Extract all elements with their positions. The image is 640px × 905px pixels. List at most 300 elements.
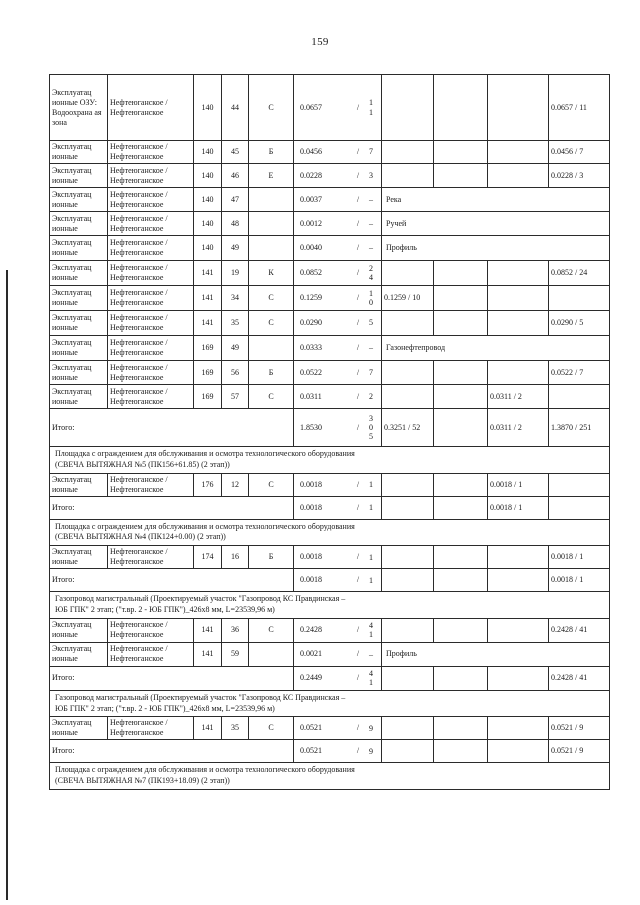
district-cell: Нефтеюганское / Нефтеюганское [108, 385, 194, 409]
area-fraction-cell [294, 361, 382, 385]
land-category-cell: Эксплуатац ионные [50, 717, 108, 740]
plot-number-cell: 44 [222, 75, 249, 141]
area-summary-cell [434, 385, 488, 409]
plot-number-cell: 57 [222, 385, 249, 409]
table-row [50, 164, 610, 188]
block-number-cell: 140 [194, 212, 222, 236]
land-type-cell: К [249, 261, 294, 286]
table-row [50, 546, 610, 569]
area-value: 0.0657 [300, 102, 322, 112]
section-title-line: (СВЕЧА ВЫТЯЖНАЯ №4 (ПК124+0.00) (2 этап)) [55, 532, 226, 542]
count-stack: 5 [369, 318, 373, 328]
fraction-slash: / [356, 746, 360, 756]
area-value: 1.8530 [300, 422, 322, 432]
land-category-cell: Эксплуатац ионные [50, 261, 108, 286]
area-value: 0.0456 [300, 147, 322, 156]
plot-number-cell: 46 [222, 164, 249, 188]
count-stack: – [369, 194, 373, 204]
land-type-cell [249, 236, 294, 261]
land-allotment-table [49, 74, 610, 790]
area-summary-cell [434, 164, 488, 188]
total-value-cell [434, 409, 488, 447]
area-summary-cell [382, 546, 434, 569]
district-cell: Нефтеюганское / Нефтеюганское [108, 286, 194, 311]
district-cell: Нефтеюганское / Нефтеюганское [108, 311, 194, 336]
count-digit: 5 [369, 432, 373, 442]
area-fraction-cell [294, 666, 382, 690]
block-number-cell: 141 [194, 286, 222, 311]
table-row [50, 385, 610, 409]
table-body [50, 75, 610, 790]
total-value-cell: 1.3870 / 251 [549, 409, 610, 447]
section-title-cell [50, 763, 610, 790]
area-summary-cell [488, 164, 549, 188]
count-stack [367, 414, 375, 442]
district-cell: Нефтеюганское / Нефтеюганское [108, 141, 194, 164]
land-type-cell [249, 212, 294, 236]
block-number-cell: 141 [194, 618, 222, 642]
section-header-row [50, 690, 610, 717]
fraction-slash: / [356, 268, 360, 277]
total-value-cell: 0.0521 / 9 [549, 740, 610, 763]
count-stack: – [369, 343, 373, 353]
land-type-cell: Б [249, 141, 294, 164]
total-row [50, 569, 610, 592]
table-row [50, 141, 610, 164]
district-cell: Нефтеюганское / Нефтеюганское [108, 717, 194, 740]
area-fraction-cell [294, 409, 382, 447]
block-number-cell: 140 [194, 164, 222, 188]
land-type-cell: Е [249, 164, 294, 188]
area-summary-cell [488, 618, 549, 642]
section-title-line: Площадка с ограждением для обслуживания и осмотра технологического оборудования [55, 449, 355, 458]
section-title-cell [50, 690, 610, 717]
fraction-box [300, 621, 375, 639]
fraction-slash: / [356, 575, 360, 585]
total-value-cell [488, 740, 549, 763]
count-stack: 7 [369, 367, 373, 377]
plot-number-cell: 34 [222, 286, 249, 311]
total-value-cell [434, 740, 488, 763]
area-summary-cell [488, 261, 549, 286]
fraction-slash: / [356, 502, 360, 512]
section-title-line: Газопровод магистральный (Проектируемый участок "Газопровод КС Правдинская – [55, 692, 346, 702]
land-type-cell: Б [249, 361, 294, 385]
fraction-box [300, 746, 375, 756]
count-digit: 1 [369, 678, 373, 688]
district-cell: Нефтеюганское / Нефтеюганское [108, 212, 194, 236]
area-summary-cell [382, 618, 434, 642]
area-fraction-cell [294, 336, 382, 361]
count-stack [367, 669, 375, 687]
fraction-slash: / [356, 723, 360, 733]
land-category-cell: Эксплуатац ионные ОЗУ: Водоохрана ая зона [50, 75, 108, 141]
total-label-cell: Итого: [50, 409, 294, 447]
district-cell: Нефтеюганское / Нефтеюганское [108, 642, 194, 666]
total-value-cell: 0.3251 / 52 [382, 409, 434, 447]
fraction-box [300, 368, 375, 378]
area-value: 0.0311 [300, 391, 322, 401]
fraction-slash: / [356, 243, 360, 252]
count-stack [367, 264, 375, 282]
district-cell: Нефтеюганское / Нефтеюганское [108, 336, 194, 361]
total-label-cell: Итого: [50, 496, 294, 519]
fraction-slash: / [356, 552, 360, 562]
area-summary-cell [382, 385, 434, 409]
land-category-cell: Эксплуатац ионные [50, 361, 108, 385]
fraction-box [300, 343, 375, 353]
count-stack: 3 [369, 170, 373, 180]
count-digit: 0 [369, 422, 373, 432]
area-summary-cell [488, 286, 549, 311]
section-header-row [50, 763, 610, 790]
count-stack: – [369, 649, 373, 659]
area-summary-cell [434, 261, 488, 286]
area-value: 0.0040 [300, 243, 322, 252]
fraction-slash: / [356, 218, 360, 228]
section-header-row [50, 592, 610, 619]
count-stack [367, 621, 375, 639]
area-value: 0.0018 [300, 479, 322, 489]
block-number-cell: 141 [194, 261, 222, 286]
fraction-slash: / [356, 479, 360, 489]
area-value: 0.0333 [300, 343, 322, 352]
area-fraction-cell [294, 261, 382, 286]
total-row [50, 496, 610, 519]
area-summary-cell [382, 261, 434, 286]
total-value-cell [488, 666, 549, 690]
total-value-cell [488, 569, 549, 592]
land-type-cell: С [249, 618, 294, 642]
fraction-box [300, 480, 375, 490]
area-value: 0.0521 [300, 746, 322, 756]
area-value: 0.0290 [300, 318, 322, 327]
section-header-row [50, 447, 610, 474]
total-value-cell [434, 496, 488, 519]
count-digit: 2 [369, 263, 373, 273]
section-title-cell [50, 519, 610, 546]
object-name-cell: Газонефтепровод [382, 336, 610, 361]
block-number-cell: 140 [194, 75, 222, 141]
area-summary-cell [382, 361, 434, 385]
count-digit: 0 [369, 298, 373, 307]
plot-number-cell: 59 [222, 642, 249, 666]
total-label-cell: Итого: [50, 740, 294, 763]
section-title-line: Площадка с ограждением для обслуживания и осмотра технологического оборудования [55, 521, 355, 531]
fraction-slash: / [356, 293, 360, 302]
section-title-line: Газопровод магистральный (Проектируемый участок "Газопровод КС Правдинская – [55, 594, 346, 604]
area-summary-cell [488, 141, 549, 164]
area-value: 0.0521 [300, 723, 322, 733]
total-value-cell: 0.0018 / 1 [549, 569, 610, 592]
land-category-cell: Эксплуатац ионные [50, 311, 108, 336]
fraction-box [300, 219, 375, 229]
fraction-slash: / [356, 147, 360, 156]
total-value-cell [382, 666, 434, 690]
table-row [50, 618, 610, 642]
object-name-cell: Профиль [382, 236, 610, 261]
plot-number-cell: 49 [222, 336, 249, 361]
area-summary-cell: 0.1259 / 10 [382, 286, 434, 311]
object-name-cell: Профиль [382, 642, 610, 666]
district-cell: Нефтеюганское / Нефтеюганское [108, 361, 194, 385]
total-value-cell: 0.0311 / 2 [488, 409, 549, 447]
fraction-box [300, 552, 375, 562]
area-summary-cell: 0.2428 / 41 [549, 618, 610, 642]
count-stack: 9 [369, 746, 373, 756]
land-type-cell: С [249, 311, 294, 336]
count-stack: 1 [369, 480, 373, 489]
fraction-slash: / [356, 673, 360, 683]
count-digit: 4 [369, 273, 373, 282]
fraction-box [300, 147, 375, 157]
fraction-slash: / [356, 625, 360, 635]
fraction-box [300, 649, 375, 659]
plot-number-cell: 45 [222, 141, 249, 164]
fraction-slash: / [356, 102, 360, 112]
block-number-cell: 176 [194, 473, 222, 496]
total-value-cell: 0.2428 / 41 [549, 666, 610, 690]
land-type-cell: С [249, 75, 294, 141]
fraction-box [300, 243, 375, 253]
area-summary-cell: 0.0018 / 1 [549, 546, 610, 569]
area-summary-cell [434, 473, 488, 496]
area-value: 0.0018 [300, 552, 322, 562]
section-title-line: ЮБ ГПК" 2 этап; ("т.вр. 2 - ЮБ ГПК")_426х8 мм, L=23539,96 м) [55, 703, 275, 713]
area-fraction-cell [294, 75, 382, 141]
area-value: 0.1259 [300, 293, 322, 302]
area-fraction-cell [294, 546, 382, 569]
count-digit: 1 [369, 107, 373, 117]
fraction-box [300, 503, 375, 513]
land-category-cell: Эксплуатац ионные [50, 236, 108, 261]
plot-number-cell: 16 [222, 546, 249, 569]
area-fraction-cell [294, 496, 382, 519]
area-summary-cell [382, 75, 434, 141]
area-summary-cell [488, 311, 549, 336]
fraction-box [300, 575, 375, 585]
table-row [50, 642, 610, 666]
object-name-cell: Река [382, 188, 610, 212]
area-fraction-cell [294, 385, 382, 409]
area-summary-cell [488, 75, 549, 141]
area-value: 0.0018 [300, 575, 322, 585]
table-row [50, 311, 610, 336]
fraction-slash: / [356, 367, 360, 377]
block-number-cell: 141 [194, 311, 222, 336]
area-value: 0.0228 [300, 170, 322, 180]
area-summary-cell [382, 473, 434, 496]
total-value-cell [549, 496, 610, 519]
area-summary-cell: 0.0852 / 24 [549, 261, 610, 286]
count-stack: 1 [369, 503, 373, 512]
section-header-row [50, 519, 610, 546]
plot-number-cell: 47 [222, 188, 249, 212]
count-stack: – [369, 243, 373, 253]
table-row [50, 336, 610, 361]
land-type-cell [249, 336, 294, 361]
table-row [50, 261, 610, 286]
fraction-box [300, 98, 375, 116]
land-type-cell: Б [249, 546, 294, 569]
area-summary-cell [488, 546, 549, 569]
area-fraction-cell [294, 740, 382, 763]
page-number: 159 [311, 36, 329, 48]
area-summary-cell: 0.0228 / 3 [549, 164, 610, 188]
area-summary-cell: 0.0522 / 7 [549, 361, 610, 385]
count-digit: 3 [369, 413, 373, 423]
area-summary-cell [549, 385, 610, 409]
table-row [50, 286, 610, 311]
area-summary-cell [434, 141, 488, 164]
area-fraction-cell [294, 642, 382, 666]
area-summary-cell: 0.0521 / 9 [549, 717, 610, 740]
land-category-cell: Эксплуатац ионные [50, 473, 108, 496]
area-summary-cell: 0.0311 / 2 [488, 385, 549, 409]
total-value-cell [382, 740, 434, 763]
land-type-cell: С [249, 385, 294, 409]
area-summary-cell [488, 361, 549, 385]
block-number-cell: 169 [194, 336, 222, 361]
fraction-box [300, 289, 375, 307]
block-number-cell: 174 [194, 546, 222, 569]
section-title-cell [50, 447, 610, 474]
area-value: 0.0522 [300, 367, 322, 377]
fraction-slash: / [356, 170, 360, 180]
area-summary-cell: 0.0290 / 5 [549, 311, 610, 336]
fraction-slash: / [356, 194, 360, 204]
district-cell: Нефтеюганское / Нефтеюганское [108, 164, 194, 188]
table-row [50, 361, 610, 385]
area-summary-cell [382, 164, 434, 188]
count-digit: 1 [369, 630, 373, 640]
count-stack: 1 [369, 575, 373, 585]
fraction-box [300, 392, 375, 402]
land-category-cell: Эксплуатац ионные [50, 618, 108, 642]
area-fraction-cell [294, 618, 382, 642]
block-number-cell: 141 [194, 642, 222, 666]
count-digit: 4 [369, 621, 373, 631]
fraction-slash: / [356, 649, 360, 659]
area-summary-cell [382, 141, 434, 164]
section-title-line: Площадка с ограждением для обслуживания и осмотра технологического оборудования [55, 765, 355, 775]
area-value: 0.0018 [300, 502, 322, 512]
fraction-box [300, 669, 375, 687]
area-fraction-cell [294, 236, 382, 261]
area-value: 0.0852 [300, 268, 322, 277]
block-number-cell: 140 [194, 236, 222, 261]
section-title-line: (СВЕЧА ВЫТЯЖНАЯ №7 (ПК193+18.09) (2 этап)) [55, 776, 230, 786]
area-summary-cell: 0.0456 / 7 [549, 141, 610, 164]
plot-number-cell: 35 [222, 311, 249, 336]
area-value: 0.0037 [300, 194, 322, 204]
section-title-line: ЮБ ГПК" 2 этап; ("т.вр. 2 - ЮБ ГПК")_426х8 мм, L=23539,96 м) [55, 604, 275, 614]
plot-number-cell: 36 [222, 618, 249, 642]
count-digit: 1 [369, 98, 373, 108]
area-fraction-cell [294, 717, 382, 740]
fraction-box [300, 171, 375, 181]
count-digit: 4 [369, 669, 373, 679]
district-cell: Нефтеюганское / Нефтеюганское [108, 75, 194, 141]
section-title-cell [50, 592, 610, 619]
area-summary-cell [382, 717, 434, 740]
count-stack: – [369, 218, 373, 228]
land-category-cell: Эксплуатац ионные [50, 212, 108, 236]
land-type-cell [249, 642, 294, 666]
total-value-cell [434, 569, 488, 592]
area-summary-cell [434, 311, 488, 336]
district-cell: Нефтеюганское / Нефтеюганское [108, 261, 194, 286]
land-category-cell: Эксплуатац ионные [50, 164, 108, 188]
plot-number-cell: 35 [222, 717, 249, 740]
total-row [50, 409, 610, 447]
count-digit: 1 [369, 288, 373, 298]
area-summary-cell [549, 286, 610, 311]
area-summary-cell [434, 546, 488, 569]
area-fraction-cell [294, 311, 382, 336]
total-value-cell [382, 496, 434, 519]
total-label-cell: Итого: [50, 666, 294, 690]
fraction-slash: / [356, 318, 360, 327]
area-fraction-cell [294, 286, 382, 311]
total-value-cell [382, 569, 434, 592]
area-fraction-cell [294, 473, 382, 496]
table-row [50, 717, 610, 740]
fraction-slash: / [356, 422, 360, 432]
area-summary-cell [434, 717, 488, 740]
area-fraction-cell [294, 212, 382, 236]
land-type-cell: С [249, 286, 294, 311]
plot-number-cell: 48 [222, 212, 249, 236]
area-value: 0.2449 [300, 673, 322, 683]
block-number-cell: 140 [194, 188, 222, 212]
plot-number-cell: 56 [222, 361, 249, 385]
block-number-cell: 169 [194, 385, 222, 409]
block-number-cell: 140 [194, 141, 222, 164]
district-cell: Нефтеюганское / Нефтеюганское [108, 236, 194, 261]
area-fraction-cell [294, 569, 382, 592]
plot-number-cell: 12 [222, 473, 249, 496]
area-value: 0.2428 [300, 625, 322, 635]
area-summary-cell [549, 473, 610, 496]
land-category-cell: Эксплуатац ионные [50, 188, 108, 212]
fraction-slash: / [356, 343, 360, 352]
area-value: 0.0012 [300, 218, 322, 228]
district-cell: Нефтеюганское / Нефтеюганское [108, 473, 194, 496]
fraction-box [300, 414, 375, 442]
fraction-box [300, 723, 375, 733]
area-summary-cell [434, 361, 488, 385]
area-summary-cell [382, 311, 434, 336]
total-label-cell: Итого: [50, 569, 294, 592]
land-category-cell: Эксплуатац ионные [50, 286, 108, 311]
total-row [50, 666, 610, 690]
count-stack: 2 [369, 391, 373, 401]
district-cell: Нефтеюганское / Нефтеюганское [108, 188, 194, 212]
plot-number-cell: 19 [222, 261, 249, 286]
table-row [50, 75, 610, 141]
land-category-cell: Эксплуатац ионные [50, 141, 108, 164]
object-name-cell: Ручей [382, 212, 610, 236]
land-category-cell: Эксплуатац ионные [50, 385, 108, 409]
area-fraction-cell [294, 164, 382, 188]
district-cell: Нефтеюганское / Нефтеюганское [108, 618, 194, 642]
block-number-cell: 169 [194, 361, 222, 385]
fraction-box [300, 264, 375, 282]
area-summary-cell: 0.0657 / 11 [549, 75, 610, 141]
area-fraction-cell [294, 188, 382, 212]
block-number-cell: 141 [194, 717, 222, 740]
